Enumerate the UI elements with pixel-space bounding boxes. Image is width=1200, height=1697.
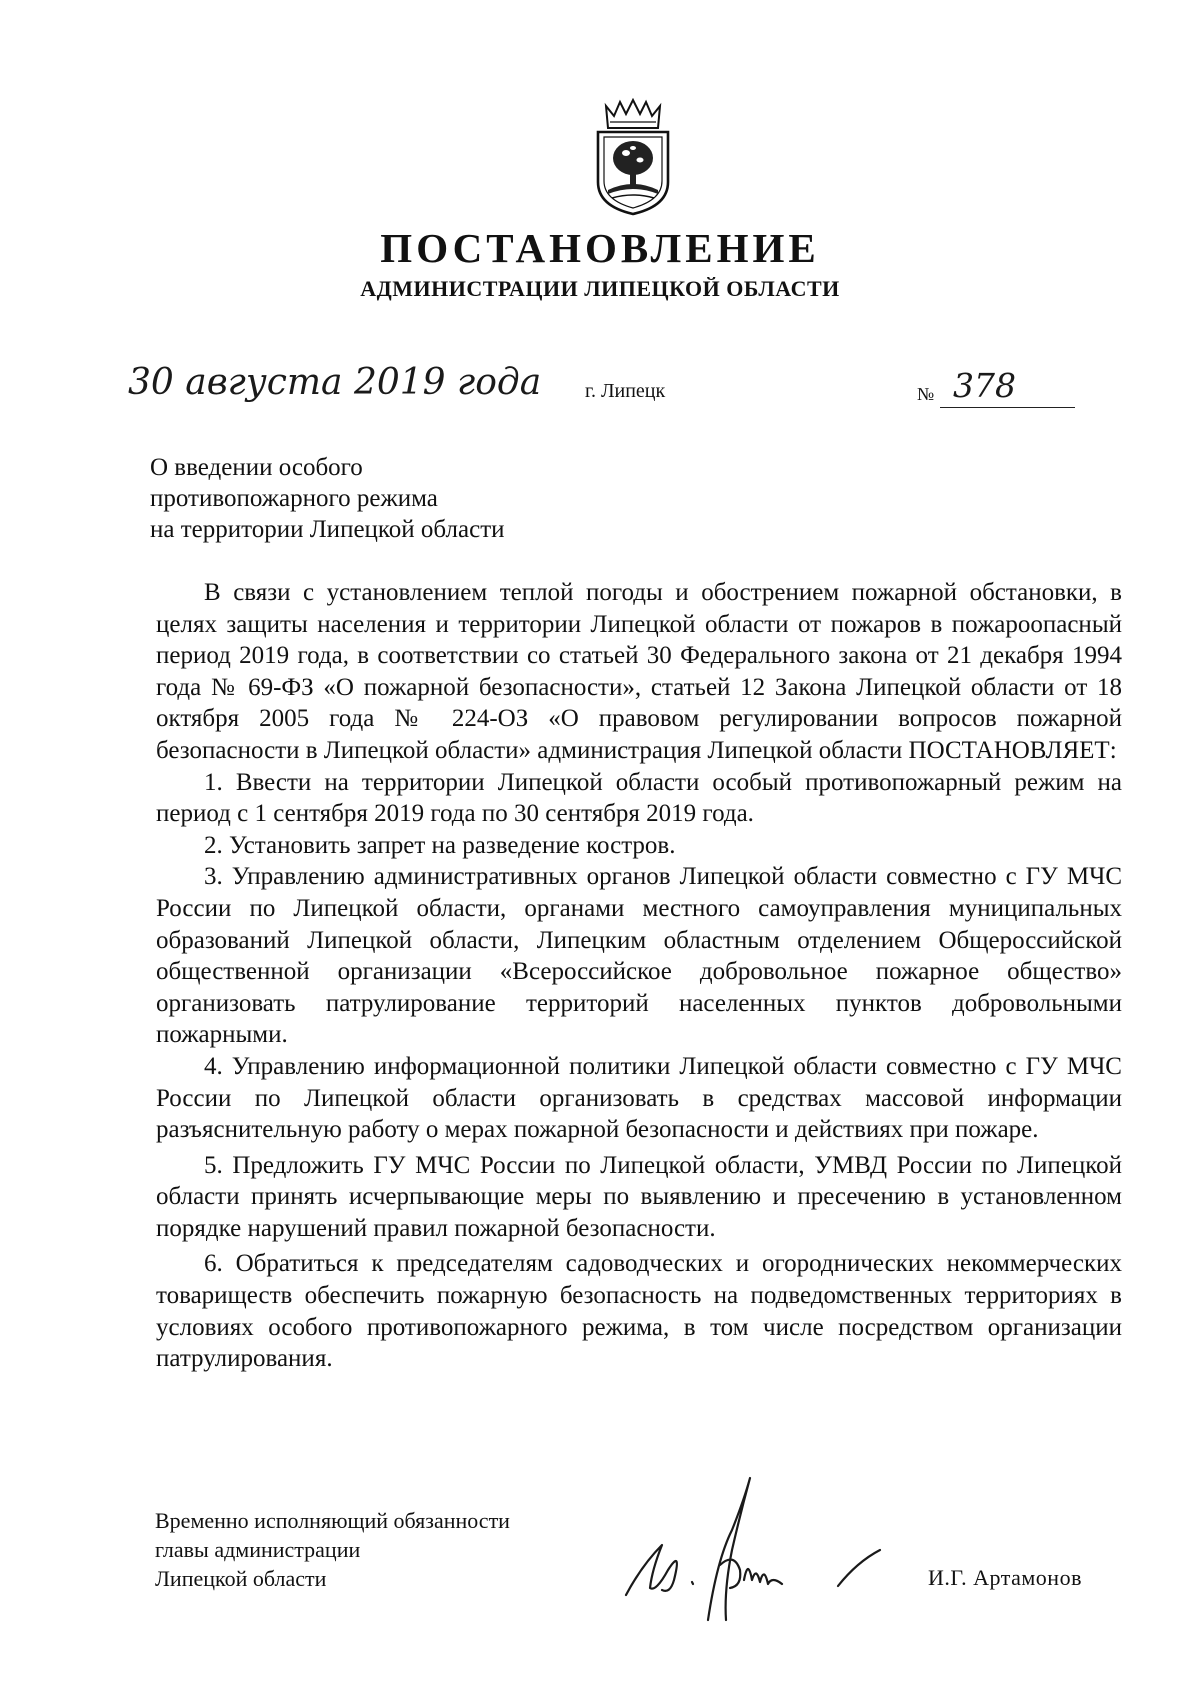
clause-2: 2. Установить запрет на разведение костров. <box>204 831 676 859</box>
clause-5: 5. Предложить ГУ МЧС России по Липецкой области, УМВД России по Липецкой области принять исчерпывающие меры по выявлению и пресечению в установленном порядке нарушений правил пожарной безопасности. <box>156 1151 1122 1242</box>
number-underline <box>940 407 1075 408</box>
clause-3: 3. Управлению административных органов Липецкой области совместно с ГУ МЧС России по Липецкой области, органами местного самоуправления муниципальных образований Липецкой области, Липецким областным отделением Общероссийской общественной организации «Всероссийское добровольное пожарное общество» организовать патрулирование территорий населенных пунктов добровольными пожарными. <box>156 863 1122 1049</box>
signer-name: И.Г. Артамонов <box>928 1565 1082 1590</box>
handwritten-signature-icon <box>622 1470 902 1640</box>
document-body <box>156 577 1122 1375</box>
preamble-paragraph: В связи с установлением теплой погоды и обострением пожарной обстановки, в целях защиты населения и территории Липецкой области от пожаров в пожароопасный период 2019 года, в соответствии со статьей 30 Федерального закона от 21 декабря 1994 года № 69-ФЗ «О пожарной безопасности», статьей 12 Закона Липецкой области от 18 октября 2005 года № 224-ОЗ «О правовом регулировании вопросов пожарной безопасности в Липецкой области» администрация Липецкой области ПОСТАНОВЛЯЕТ: <box>156 579 1122 764</box>
document-subject <box>150 452 505 545</box>
subject-line: противопожарного режима <box>150 485 438 512</box>
clause-1: 1. Ввести на территории Липецкой области особый противопожарный режим на период с 1 сентября 2019 года по 30 сентября 2019 года. <box>156 768 1122 828</box>
signer-position-line: главы администрации <box>155 1537 361 1562</box>
number-sign: № <box>917 384 935 404</box>
clause-4: 4. Управлению информационной политики Липецкой области совместно с ГУ МЧС России по Липецкой области организовать в средствах массовой информации разъяснительную работу о мерах пожарной безопасности и действиях при пожаре. <box>156 1052 1122 1144</box>
signer-position-line: Временно исполняющий обязанности <box>155 1508 510 1533</box>
document-title: ПОСТАНОВЛЕНИЕ <box>380 225 820 271</box>
subject-line: О введении особого <box>150 454 363 481</box>
clause-6: 6. Обратиться к председателям садоводческих и огороднических некоммерческих товариществ обеспечить пожарную безопасность на подведомственных территориях в условиях особого противопожарного режима, в том числе посредством организации патрулирования. <box>156 1250 1122 1373</box>
document-number: 378 <box>953 366 1016 405</box>
signer-position-line: Липецкой области <box>155 1566 327 1591</box>
signer-position <box>155 1506 510 1593</box>
subject-line: на территории Липецкой области <box>150 516 505 543</box>
document-date: 30 августа 2019 года <box>128 362 542 403</box>
document-city: г. Липецк <box>585 380 666 402</box>
document-subtitle: АДМИНИСТРАЦИИ ЛИПЕЦКОЙ ОБЛАСТИ <box>360 276 840 301</box>
coat-of-arms-icon <box>590 98 676 218</box>
